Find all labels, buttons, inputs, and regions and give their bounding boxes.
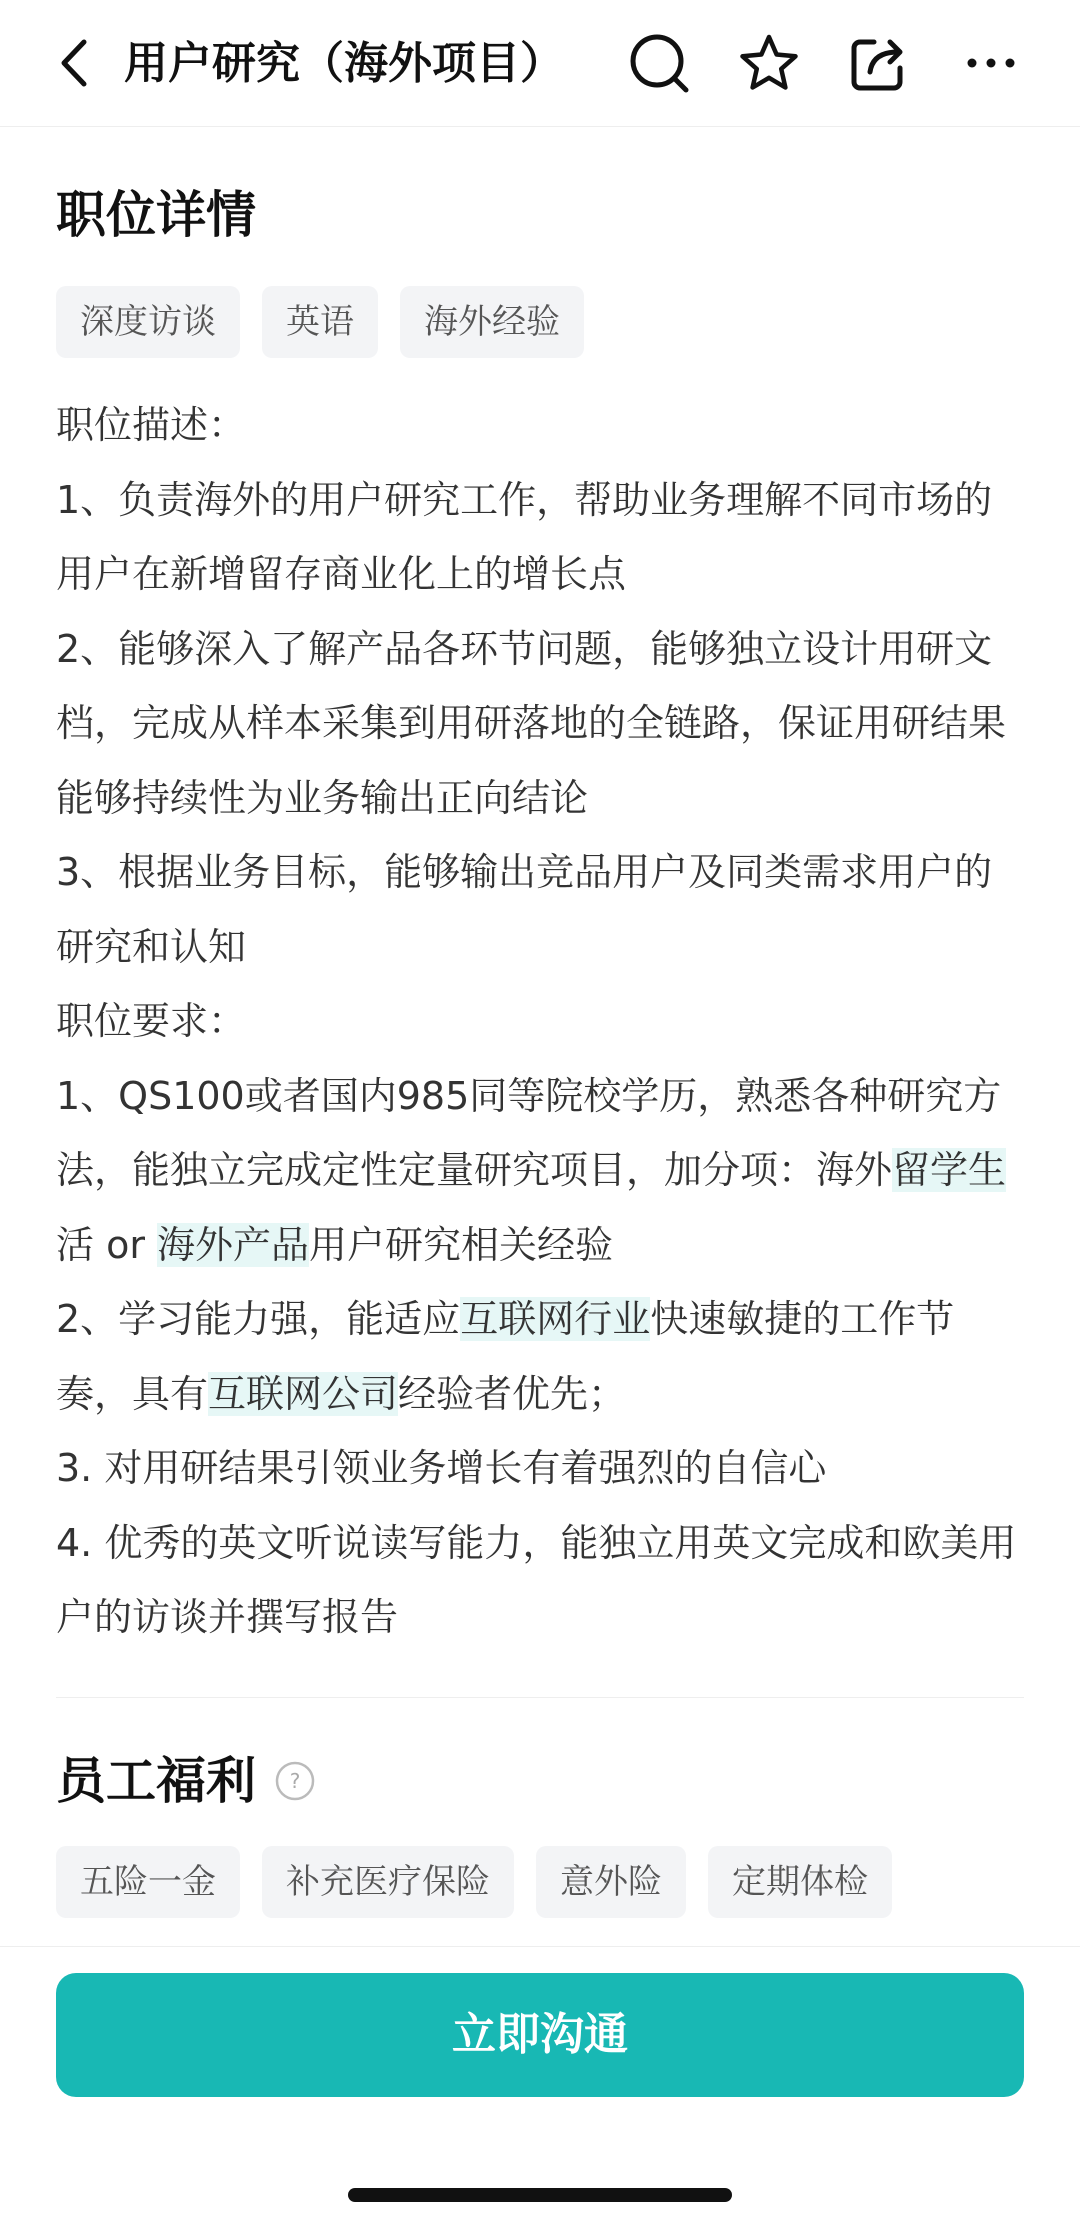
description-text: 2、学习能力强，能适应 (56, 1297, 461, 1341)
description-line (56, 1059, 1024, 1283)
description-line (56, 984, 1024, 1059)
home-indicator (348, 2188, 732, 2202)
description-line (56, 463, 1024, 612)
description-line (56, 1506, 1024, 1655)
job-tag: 英语 (262, 286, 378, 358)
chat-now-button[interactable]: 立即沟通 (56, 1973, 1024, 2097)
section-divider (56, 1697, 1024, 1698)
highlighted-keyword[interactable]: 海外产品 (157, 1222, 310, 1267)
description-text: 2、能够深入了解产品各环节问题，能够独立设计用研文档，完成从样本采集到用研落地的全链路，保证用研结果能够持续性为业务输出正向结论 (56, 626, 1007, 820)
help-icon[interactable] (274, 1760, 316, 1802)
description-text: 1、负责海外的用户研究工作，帮助业务理解不同市场的用户在新增留存商业化上的增长点 (56, 477, 993, 596)
job-tag: 深度访谈 (56, 286, 240, 358)
bottom-action-bar (0, 1946, 1080, 2221)
benefit-tag: 定期体检 (708, 1846, 892, 1918)
top-nav-bar (0, 0, 1080, 127)
job-tag: 海外经验 (400, 286, 584, 358)
benefit-tags (56, 1846, 1024, 1918)
highlighted-keyword[interactable]: 互联网行业 (460, 1297, 651, 1341)
description-text: 快速敏捷的工作节奏，具有 (56, 1297, 955, 1416)
benefit-tag: 五险一金 (56, 1846, 240, 1918)
description-line (56, 612, 1024, 836)
description-text: 用户研究相关经验 (309, 1222, 614, 1267)
description-line (56, 1431, 1024, 1506)
job-description (56, 388, 1024, 1655)
description-text: 职位描述： (56, 403, 247, 447)
main-content (56, 126, 1024, 1918)
description-text: 3、根据业务目标，能够输出竞品用户及同类需求用户的研究和认知 (56, 850, 993, 969)
description-line (56, 1282, 1024, 1431)
benefit-tag: 补充医疗保险 (262, 1846, 514, 1918)
share-icon[interactable] (846, 30, 912, 96)
job-tags (56, 286, 1024, 358)
svg-text:?: ? (289, 1768, 301, 1793)
back-icon[interactable] (48, 30, 108, 96)
description-text: 4. 优秀的英文听说读写能力，能独立用英文完成和欧美用户的访谈并撰写报告 (56, 1520, 1017, 1639)
page-title: 用户研究（海外项目） (124, 38, 564, 89)
description-text: 职位要求： (56, 999, 247, 1043)
highlighted-keyword[interactable]: 留学生 (892, 1148, 1007, 1192)
description-line (56, 835, 1024, 984)
star-icon[interactable] (736, 30, 802, 96)
description-line (56, 388, 1024, 463)
more-icon[interactable] (958, 30, 1024, 96)
highlighted-keyword[interactable]: 互联网公司 (208, 1371, 399, 1416)
job-details-title: 职位详情 (56, 186, 256, 244)
benefits-title: 员工福利 (56, 1751, 256, 1810)
benefit-tag: 意外险 (536, 1846, 686, 1918)
description-text: 3. 对用研结果引领业务增长有着强烈的自信心 (56, 1446, 827, 1490)
benefits-header (56, 1746, 1024, 1816)
description-text: 经验者优先； (398, 1371, 627, 1416)
description-text: 1、QS100或者国内985同等院校学历，熟悉各种研究方法，能独立完成定性定量研究项目，加分项：海外 (56, 1073, 1002, 1192)
search-icon[interactable] (626, 30, 692, 96)
description-text: 活 or (56, 1222, 158, 1267)
